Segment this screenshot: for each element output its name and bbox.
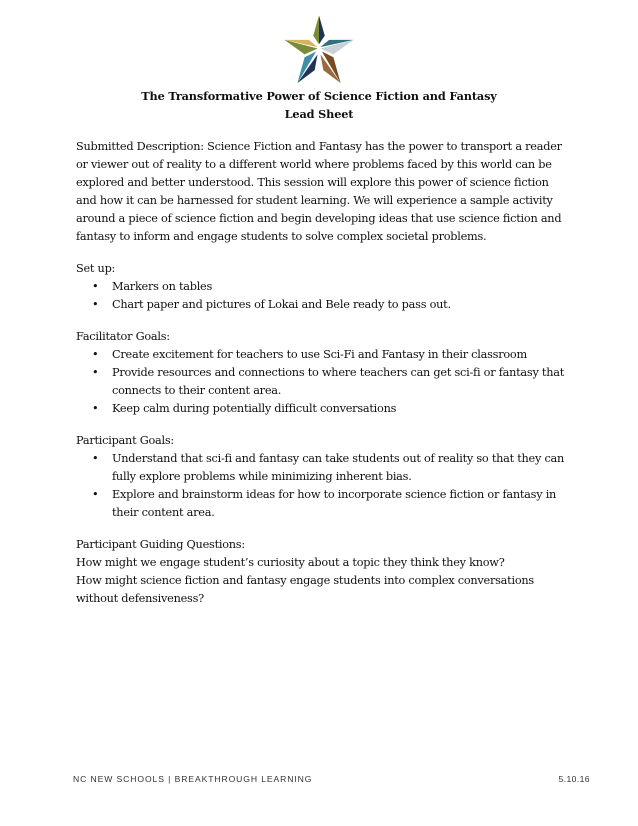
- bullet-icon: •: [92, 348, 99, 361]
- guiding-questions-section: [76, 536, 572, 608]
- setup-section: [76, 260, 572, 314]
- document-title: [0, 89, 638, 121]
- footer-organization: NC NEW SCHOOLS | BREAKTHROUGH LEARNING: [73, 774, 313, 784]
- guiding-questions-heading: Participant Guiding Questions:: [76, 538, 245, 551]
- list-item-text: Provide resources and connections to where teachers can get sci-fi or fantasy that connects to their content area.: [112, 366, 565, 397]
- setup-list: [76, 278, 572, 314]
- document-body: [76, 138, 572, 608]
- list-item-text: Understand that sci-fi and fantasy can take students out of reality so that they can fully explore problems while minimizing inherent bias.: [112, 452, 565, 483]
- participant-goals-list: [76, 450, 572, 522]
- list-item: [76, 346, 572, 364]
- list-item: [76, 296, 572, 314]
- title-main: The Transformative Power of Science Fiction and Fantasy: [141, 89, 497, 103]
- guiding-question-1: How might we engage student’s curiosity about a topic they think they know?: [76, 556, 505, 569]
- star-logo-icon: [283, 14, 355, 86]
- list-item: [76, 364, 572, 400]
- participant-goals-heading: Participant Goals:: [76, 434, 174, 447]
- bullet-icon: •: [92, 488, 99, 501]
- footer-date: 5.10.16: [558, 774, 590, 784]
- guiding-question-2: How might science fiction and fantasy engage students into complex conversations without defensiveness?: [76, 574, 534, 605]
- list-item-text: Chart paper and pictures of Lokai and Bele ready to pass out.: [112, 298, 451, 311]
- list-item-text: Explore and brainstorm ideas for how to incorporate science fiction or fantasy in their content area.: [112, 488, 557, 519]
- bullet-icon: •: [92, 298, 99, 311]
- list-item: [76, 450, 572, 486]
- facilitator-goals-list: [76, 346, 572, 418]
- bullet-icon: •: [92, 452, 99, 465]
- bullet-icon: •: [92, 366, 99, 379]
- list-item-text: Create excitement for teachers to use Sci-Fi and Fantasy in their classroom: [112, 348, 527, 361]
- list-item: [76, 486, 572, 522]
- participant-goals-section: [76, 432, 572, 522]
- bullet-icon: •: [92, 280, 99, 293]
- list-item: [76, 400, 572, 418]
- title-subtitle: Lead Sheet: [284, 107, 354, 121]
- setup-heading: Set up:: [76, 262, 116, 275]
- facilitator-goals-heading: Facilitator Goals:: [76, 330, 170, 343]
- facilitator-goals-section: [76, 328, 572, 418]
- list-item-text: Markers on tables: [112, 280, 213, 293]
- submitted-description: Submitted Description: Science Fiction and Fantasy has the power to transport a reader or viewer out of reality to a different world where problems faced by this world can be explored and better understood. This session will explore this power of science fiction and how it can be harnessed for student learning. We will experience a sample activity around a piece of science fiction and begin developing ideas that use science fiction and fantasy to inform and engage students to solve complex societal problems.: [76, 140, 562, 243]
- list-item: [76, 278, 572, 296]
- list-item-text: Keep calm during potentially difficult conversations: [112, 402, 397, 415]
- bullet-icon: •: [92, 402, 99, 415]
